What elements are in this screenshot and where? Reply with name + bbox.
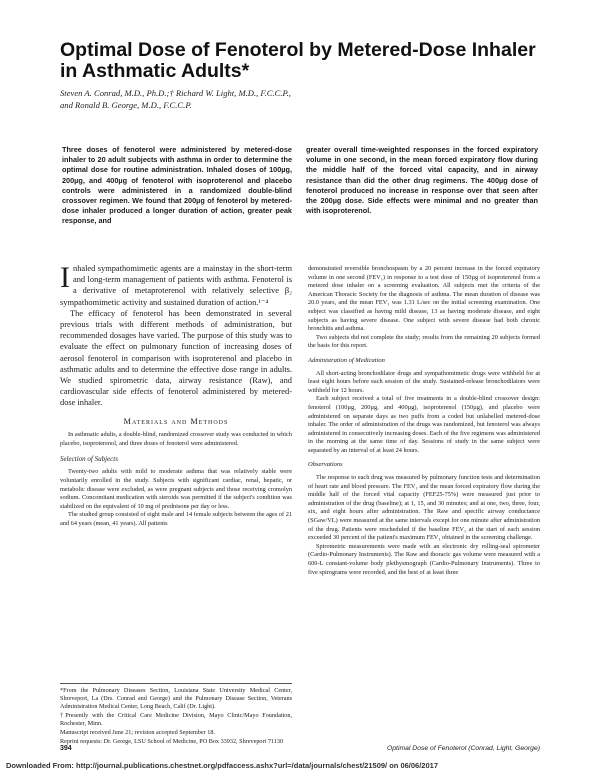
download-notice: Downloaded From: http://journal.publications.chestnet.org/pdfaccess.ashx?url=/data/journals/chest/21509/ on 06/06/2017: [6, 761, 438, 770]
selection-subheading: Selection of Subjects: [60, 454, 118, 463]
footnotes: [60, 683, 292, 747]
right-paragraph-5: The response to each drug was measured by pulmonary function tests and determination of heart rate and blood pressure. The FEV₁ and the mean forced expiratory flow during the middle half of the forced vital capacity (FEF25-75%) were measured just prior to administration of the drug (baseline); at 1, 15, and 30 minutes; and at one, two, three, four, six, and eight hours after administration. The Raw and specific airway conductance (SGaw/VL) were measured at the same intervals except for one minute after administration of the drug. Patients were rescheduled if the baseline FEV₁ at the start of each session exceeded 30 percent of the patient's maximum FEV₁ obtained in the screening challenge.: [308, 474, 540, 542]
body-left-column: [60, 263, 292, 529]
abstract-right-column: greater overall time-weighted responses in the forced expiratory volume in one second, in the mean forced expiratory flow during the middle half of the forced vital capacity, and in airway resistance than did the other drug regimens. The 400µg dose of fenoterol produced no increase in response over that seen after the 200µg dose. Side effects were minimal and no greater than with isoproterenol.: [306, 145, 538, 216]
drop-cap: I: [60, 261, 70, 294]
article-title: Optimal Dose of Fenoterol by Metered-Dose Inhaler in Asthmatic Adults*: [60, 39, 536, 82]
administration-subheading: Administration of Medication: [308, 356, 385, 364]
abstract-left-column: Three doses of fenoterol were administered by metered-dose inhaler to 20 adult subjects with asthma in order to determine the optimal dose for routine administration. Inhaled doses of 100µg, 200µg, and 400µg of fenoterol with isoproterenol and placebo controls were administered in a randomized double-blind crossover regimen. We found that 200µg of fenoterol by metered-dose inhaler produced a longer duration of action, greater peak response, and: [62, 145, 292, 226]
right-paragraph-1: demonstrated reversible bronchospasm by a 20 percent increase in the forced expiratory volume in one second (FEV₁) in response to a test dose of 150µg of isoproterenol from a metered dose inhaler on a screening evaluation. All subjects met the criteria of the American Thoracic Society for the diagnosis of asthma. The mean duration of disease was 20.0 years, and the mean FEV₁ was 1.31 L/sec on the initial screening examination. One subject was classified as having mild disease, 13 as having moderate disease, and eight subjects as having severe disease. One subject with severe disease had both chronic bronchitis and asthma.: [308, 265, 540, 333]
methods-heading: Materials and Methods: [123, 416, 229, 426]
footnote-reprint-requests: Reprint requests: Dr. George, LSU School of Medicine, PO Box 33932, Shreveport 71130: [60, 738, 284, 745]
right-paragraph-3: All short-acting bronchodilator drugs and sympathomimetic drugs were withheld for at least eight hours before each session of the study. Sustained-release bronchodilators were withheld for 12 hours.: [308, 369, 540, 394]
right-paragraph-2: Two subjects did not complete the study; results from the remaining 20 subjects formed the basis for this report.: [308, 333, 540, 350]
observations-subheading: Observations: [308, 461, 343, 469]
right-paragraph-4: Each subject received a total of five treatments in a double-blind crossover design: fenoterol (100µg, 200µg, and 400µg), isoproterenol (150µg), and placebo were administered on separate days as two puffs from a coded but unlabelled metered-dose inhaler. The order of administration of the drugs was randomized, but fenoterol was always administered in consecutively increasing doses. Each of the five regimens was administered in the morning at the same time of day. Sessions of study in the same subject were separated by an interval of at least 24 hours.: [308, 395, 540, 454]
author-line-2: and Ronald B. George, M.D., F.C.C.P.: [60, 100, 192, 110]
intro-paragraph-2: The efficacy of fenoterol has been demonstrated in several previous trials with different methods of administration, but recommended dosages have varied. The purpose of this study was to evaluate the effect on pulmonary function of increasing doses of aerosol fenoterol in comparison with isoproterenol and placebo in asthmatic adults and to determine the effective dose range in adults. We studied spirometric data, airway resistance (Raw), and cardiovascular side effects of fenoterol administered by metered-dose inhaler.: [60, 308, 292, 408]
body-right-column: [308, 265, 540, 577]
footnote-manuscript-dates: Manuscript received June 21; revision accepted September 18.: [60, 729, 215, 736]
running-head: Optimal Dose of Fenoterol (Conrad, Light, George): [386, 745, 540, 752]
intro-text-1: nhaled sympathomimetic agents are a mainstay in the short-term and long-term management of patients with asthma. Fenoterol is a derivative of metaproterenol with relatively selective β₂ sympathomimetic activity and sustained duration of action.¹⁻⁴: [60, 264, 292, 307]
methods-paragraph-3: The studied group consisted of eight male and 14 female subjects between the ages of 21 and 64 years (mean, 41 years). All patients: [60, 511, 292, 527]
right-paragraph-6: Spirometric measurements were made with an electronic dry rolling-seal spirometer (Cardio-Pulmonary Instruments). The Raw and thoracic gas volume were measured with a 600-L constant-volume body plethysmograph (Cardio-Pulmonary Instruments). Three to five spirograms were recorded, and the best of at least three: [308, 542, 540, 576]
author-line-1: Steven A. Conrad, M.D., Ph.D.;† Richard W. Light, M.D., F.C.C.P.,: [60, 88, 291, 98]
page-number: 394: [60, 745, 72, 752]
footnote-present-address: †Presently with the Critical Care Medicine Division, Mayo Clinic/Mayo Foundation, Rochester, Minn.: [60, 712, 292, 727]
intro-paragraph-1: [60, 263, 292, 308]
author-list: [60, 87, 530, 111]
footnote-affiliation: *From the Pulmonary Diseases Section, Louisiana State University Medical Center, Shreveport, La (Drs. Conrad and George) and the Pulmonary Disease Section, Veterans Administration Medical Center, Long Beach, Calif (Dr. Light).: [60, 687, 292, 710]
methods-paragraph-2: Twenty-two adults with mild to moderate asthma that was relatively stable were voluntarily enrolled in the study. Subjects with significant cardiac, renal, hepatic, or metabolic disease were excluded, as were pregnant subjects and those receiving cromolyn sodium. Concomitant medication with steroids was permitted if the subject's condition was stabilized on the equivalent of 10 mg of prednisone per day or less.: [60, 468, 292, 510]
methods-paragraph-1: In asthmatic adults, a double-blind, randomized crossover study was conducted in which placebo, isoproterenol, and three doses of fenoterol were administered.: [60, 431, 292, 448]
